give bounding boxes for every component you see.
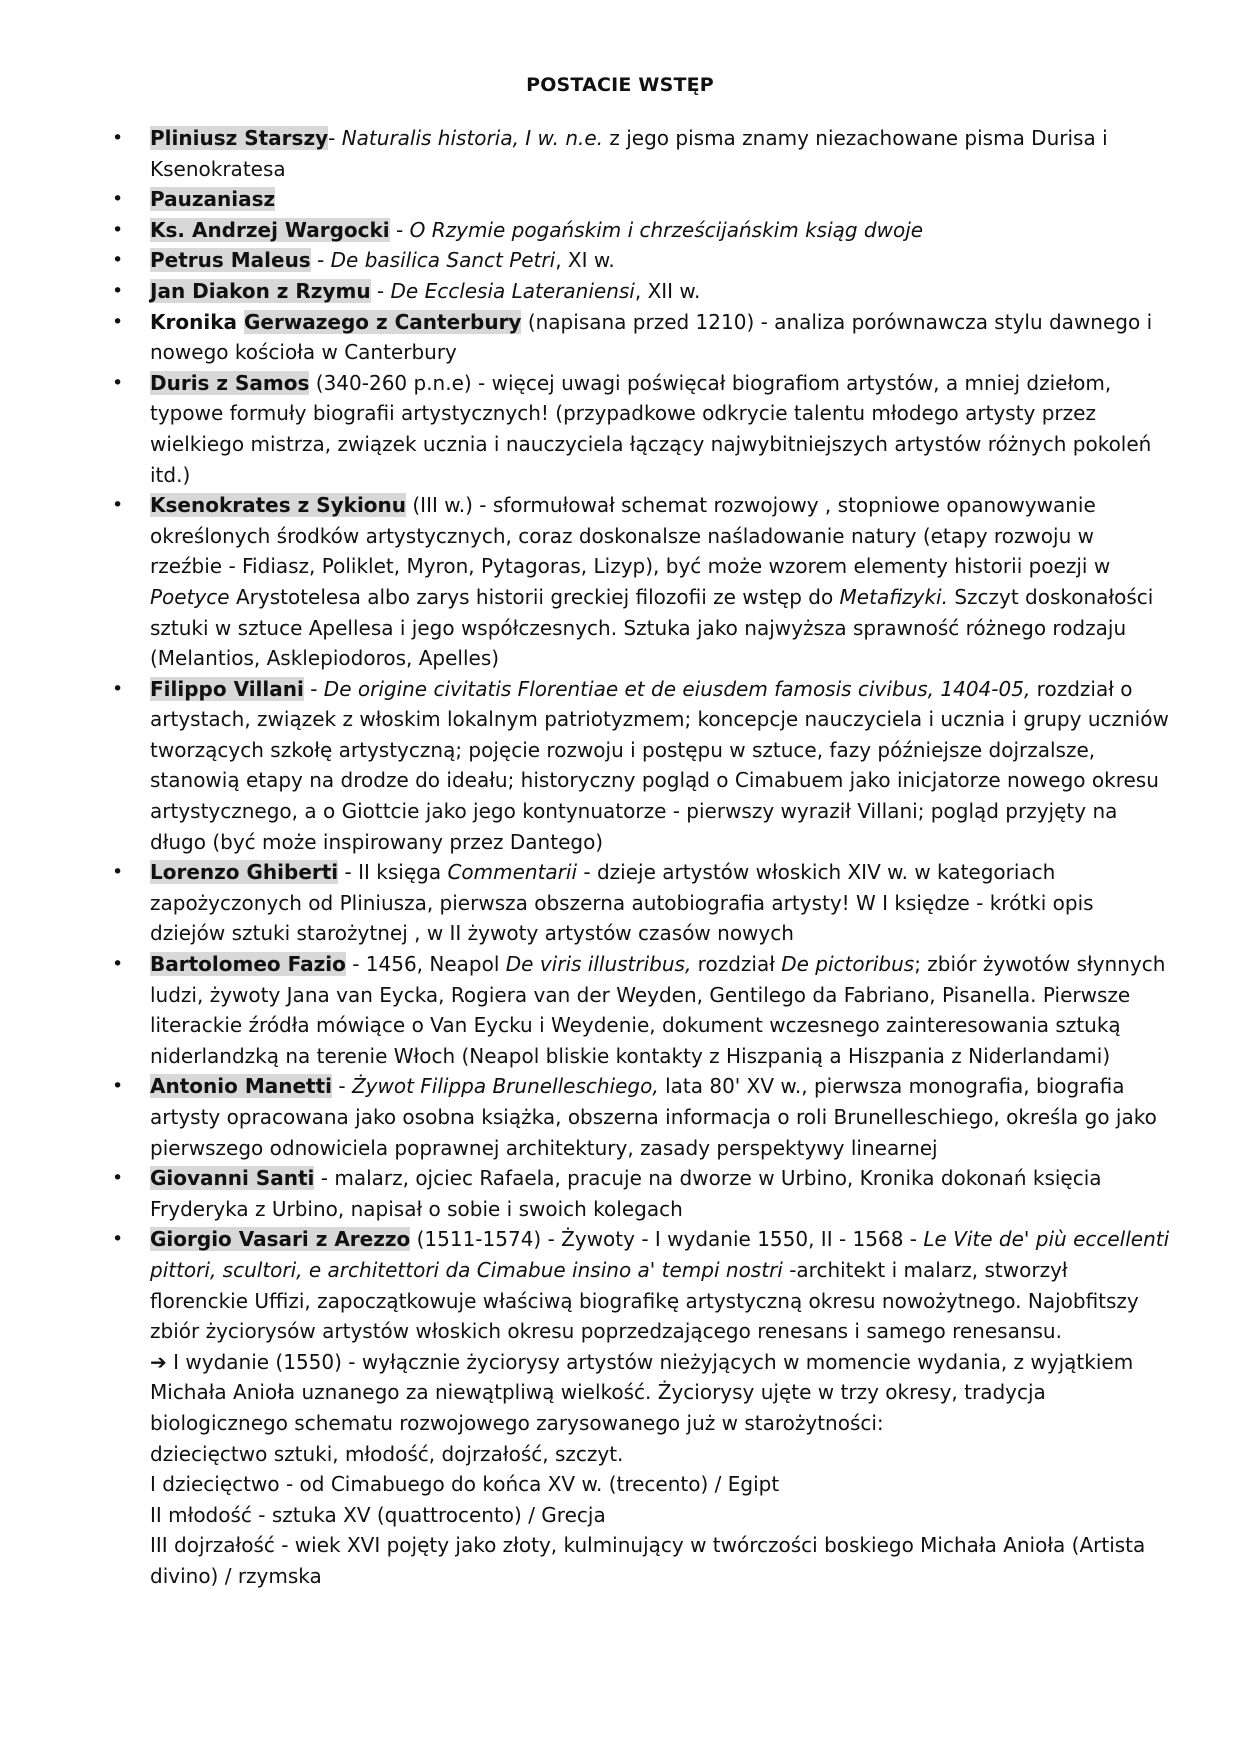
person-name: Duris z Samos — [150, 370, 310, 395]
entry-text: ; zbiór żywotów słynnych ludzi, żywoty Jana van Eycka, Rogiera van der Weyden, Gentilego da Fabriano, Pisanella. Pierwsze literackie źródła mówiące o Van Eycku i Weydenie, dokument wczesnego zainteresowania sztuką niderlandzką na terenie Włoch (Neapol bliskie kontakty z Hiszpanią a Hiszpania z Niderlandami) — [150, 952, 1166, 1068]
bullet-icon: • — [112, 371, 124, 394]
entry-line: III dojrzałość - wiek XVI pojęty jako złoty, kulminujący w twórczości boskiego Michała Anioła (Artista divino) / rzymska — [150, 1533, 1146, 1588]
entry-text: z jego pisma znamy niezachowane pisma Durisa i Ksenokratesa — [150, 126, 1108, 181]
list-item — [108, 1163, 1170, 1224]
person-name: Gerwazego z Canterbury — [243, 309, 522, 334]
person-name: Ksenokrates z Sykionu — [150, 493, 407, 518]
entry-text: - — [389, 217, 410, 242]
bullet-icon: • — [112, 188, 124, 211]
work-title: Metafizyki. — [839, 584, 948, 609]
arrow-icon: ➔ — [150, 1349, 167, 1374]
work-title: Naturalis historia, I w. n.e. — [341, 126, 604, 150]
entry-text: (napisana przed 1210) - analiza porównawcza stylu dawnego i nowego kościoła w Canterbury — [150, 309, 1153, 365]
entry-text: - dzieje artystów włoskich XIV w. w kategoriach zapożyczonych od Pliniusza, pierwsza obszerna autobiografia artysty! W I księdze - krótki opis dziejów sztuki starożytnej , w II żywoty artystów czasów nowych — [150, 860, 1094, 946]
entry-text: lata 80' XV w., pierwsza monografia, biografia artysty opracowana jako osobna książka, obszerna informacja o roli Brunelleschiego, określa go jako pierwszego odnowiciela poprawnej architektury, zasady perspektywy linearnej — [150, 1074, 1157, 1160]
person-name: Pliniusz Starszy — [150, 126, 329, 150]
entries-list — [108, 123, 1170, 1592]
entry-text: - II księga — [338, 860, 448, 885]
entry-text: , XI w. — [555, 248, 615, 273]
entry-text: - — [310, 248, 331, 273]
list-item — [108, 123, 1170, 184]
entry-text: I wydanie (1550) - wyłącznie życiorysy artystów nieżyjących w momencie wydania, z wyjątkiem Michała Anioła uznanego za niewątpliwą wielkość. Życiorysy ujęte w trzy okresy, tradycja biologicznego schematu rozwojowego zarysowanego już w starożytności: — [150, 1349, 1134, 1435]
entry-text: Szczyt doskonałości sztuki w sztuce Apellesa i jego współczesnych. Sztuka jako najwyższa sprawność różnego rodzaju (Melantios, Asklepiodoros, Apelles) — [150, 584, 1154, 671]
entry-text: rozdział — [691, 952, 782, 977]
work-title: Żywot Filippa Brunelleschiego, — [351, 1074, 659, 1099]
list-item — [108, 276, 1170, 307]
person-name: Filippo Villani — [150, 676, 304, 701]
list-item — [108, 949, 1170, 1071]
entry-text: (1511-1574) - Żywoty - I wydanie 1550, II - 1568 - — [410, 1227, 924, 1252]
entry-text: - malarz, ojciec Rafaela, pracuje na dworze w Urbino, Kronika dokonań księcia Fryderyka z Urbino, napisał o sobie i swoich kolegach — [150, 1166, 1102, 1221]
list-item — [108, 245, 1170, 276]
person-name: Giovanni Santi — [150, 1166, 315, 1191]
bullet-icon: • — [112, 1228, 124, 1251]
work-title: De origine civitatis Florentiae et de eiusdem famosis civibus, 1404-05, — [323, 676, 1031, 701]
work-title: Poetyce — [150, 584, 230, 609]
person-name: Bartolomeo Fazio — [150, 952, 346, 977]
entry-text: (III w.) - sformułował schemat rozwojowy , stopniowe opanowywanie określonych środków artystycznych, coraz doskonalsze naśladowanie natury (etapy rozwoju w rzeźbie - Fidiasz, Poliklet, Myron, Pytagoras, Lizyp), być może wzorem elementy historii poezji w — [150, 493, 1111, 579]
entry-prefix: Kronika — [150, 309, 244, 334]
bullet-icon: • — [112, 494, 124, 517]
entry-text: -architekt i malarz, stworzył florenckie Uffizi, zapoczątkowuje właściwą biografikę artystyczną okresu nowożytnego. Najobfitszy zbiór życiorysów artystów włoskich okresu poprzedzającego renesans i samego renesansu. — [150, 1257, 1139, 1344]
bullet-icon: • — [112, 861, 124, 884]
person-name: Ks. Andrzej Wargocki — [150, 217, 390, 242]
entry-text: Arystotelesa albo zarys historii greckiej filozofii ze wstęp do — [229, 584, 840, 609]
bullet-icon: • — [112, 1167, 124, 1190]
entry-text: - — [332, 1074, 352, 1099]
entry-line: I dziecięctwo - od Cimabuego do końca XV w. (trecento) / Egipt — [150, 1472, 780, 1497]
entry-text: rozdział o artystach, związek z włoskim lokalnym patriotyzmem; koncepcje nauczyciela i ucznia i grupy uczniów tworzących szkołę artystyczną; pojęcie rozwoju i postępu w sztuce, fazy późniejsze dojrzalsze, stanowią etapy na drodze do ideału; historyczny pogląd o Cimabuem jako inicjatorze nowego okresu artystycznego, a o Giottcie jako jego kontynuatorze - pierwszy wyraził Villani; pogląd przyjęty na długo (być może inspirowany przez Dantego) — [150, 676, 1169, 854]
bullet-icon: • — [112, 127, 124, 149]
list-item — [108, 1071, 1170, 1163]
person-name: Pauzaniasz — [150, 187, 276, 212]
work-title: De Ecclesia Lateraniensi — [390, 278, 635, 303]
entry-text: , XII w. — [634, 278, 701, 303]
bullet-icon: • — [112, 310, 124, 333]
entry-text: (340-260 p.n.e) - więcej uwagi poświęcał biografiom artystów, a mniej dziełom, typowe formuły biografii artystycznych! (przypadkowe odkrycie talentu młodego artysty przez wielkiego mistrza, związek ucznia i nauczyciela łączący najwybitniejszych artystów różnych pokoleń itd.) — [150, 370, 1152, 487]
entry-text: - — [328, 126, 342, 150]
work-title: De basilica Sanct Petri — [330, 248, 556, 273]
bullet-icon: • — [112, 279, 124, 302]
list-item — [108, 368, 1170, 490]
list-item — [108, 215, 1170, 246]
person-name: Giorgio Vasari z Arezzo — [150, 1227, 411, 1252]
person-name: Lorenzo Ghiberti — [150, 860, 339, 885]
list-item — [108, 184, 1170, 215]
bullet-icon: • — [112, 249, 124, 272]
bullet-icon: • — [112, 677, 124, 700]
page-title: POSTACIE WSTĘP — [526, 74, 714, 96]
work-title: De pictoribus — [781, 952, 915, 977]
work-title: Commentarii — [447, 860, 578, 885]
entry-text: - 1456, Neapol — [345, 952, 506, 977]
bullet-icon: • — [112, 218, 124, 241]
bullet-icon: • — [112, 953, 124, 976]
work-title: De viris illustribus, — [505, 952, 692, 977]
person-name: Petrus Maleus — [150, 248, 311, 273]
work-title: O Rzymie pogańskim i chrześcijańskim ksiąg dwoje — [409, 217, 924, 242]
entry-line: dziecięctwo sztuki, młodość, dojrzałość, szczyt. — [150, 1441, 624, 1466]
list-item — [108, 674, 1170, 858]
entry-line: II młodość - sztuka XV (quattrocento) / Grecja — [150, 1502, 606, 1527]
entry-text: - — [303, 676, 324, 701]
work-title: Le Vite de' più eccellenti pittori, scultori, e architettori da Cimabue insino a' tempi nostri — [150, 1227, 1170, 1282]
person-name: Jan Diakon z Rzymu — [150, 278, 371, 303]
bullet-icon: • — [112, 1075, 124, 1098]
list-item — [108, 1224, 1170, 1591]
list-item — [108, 490, 1170, 674]
list-item — [108, 857, 1170, 949]
entry-text: - — [370, 278, 391, 303]
person-name: Antonio Manetti — [150, 1074, 332, 1099]
list-item — [108, 307, 1170, 368]
